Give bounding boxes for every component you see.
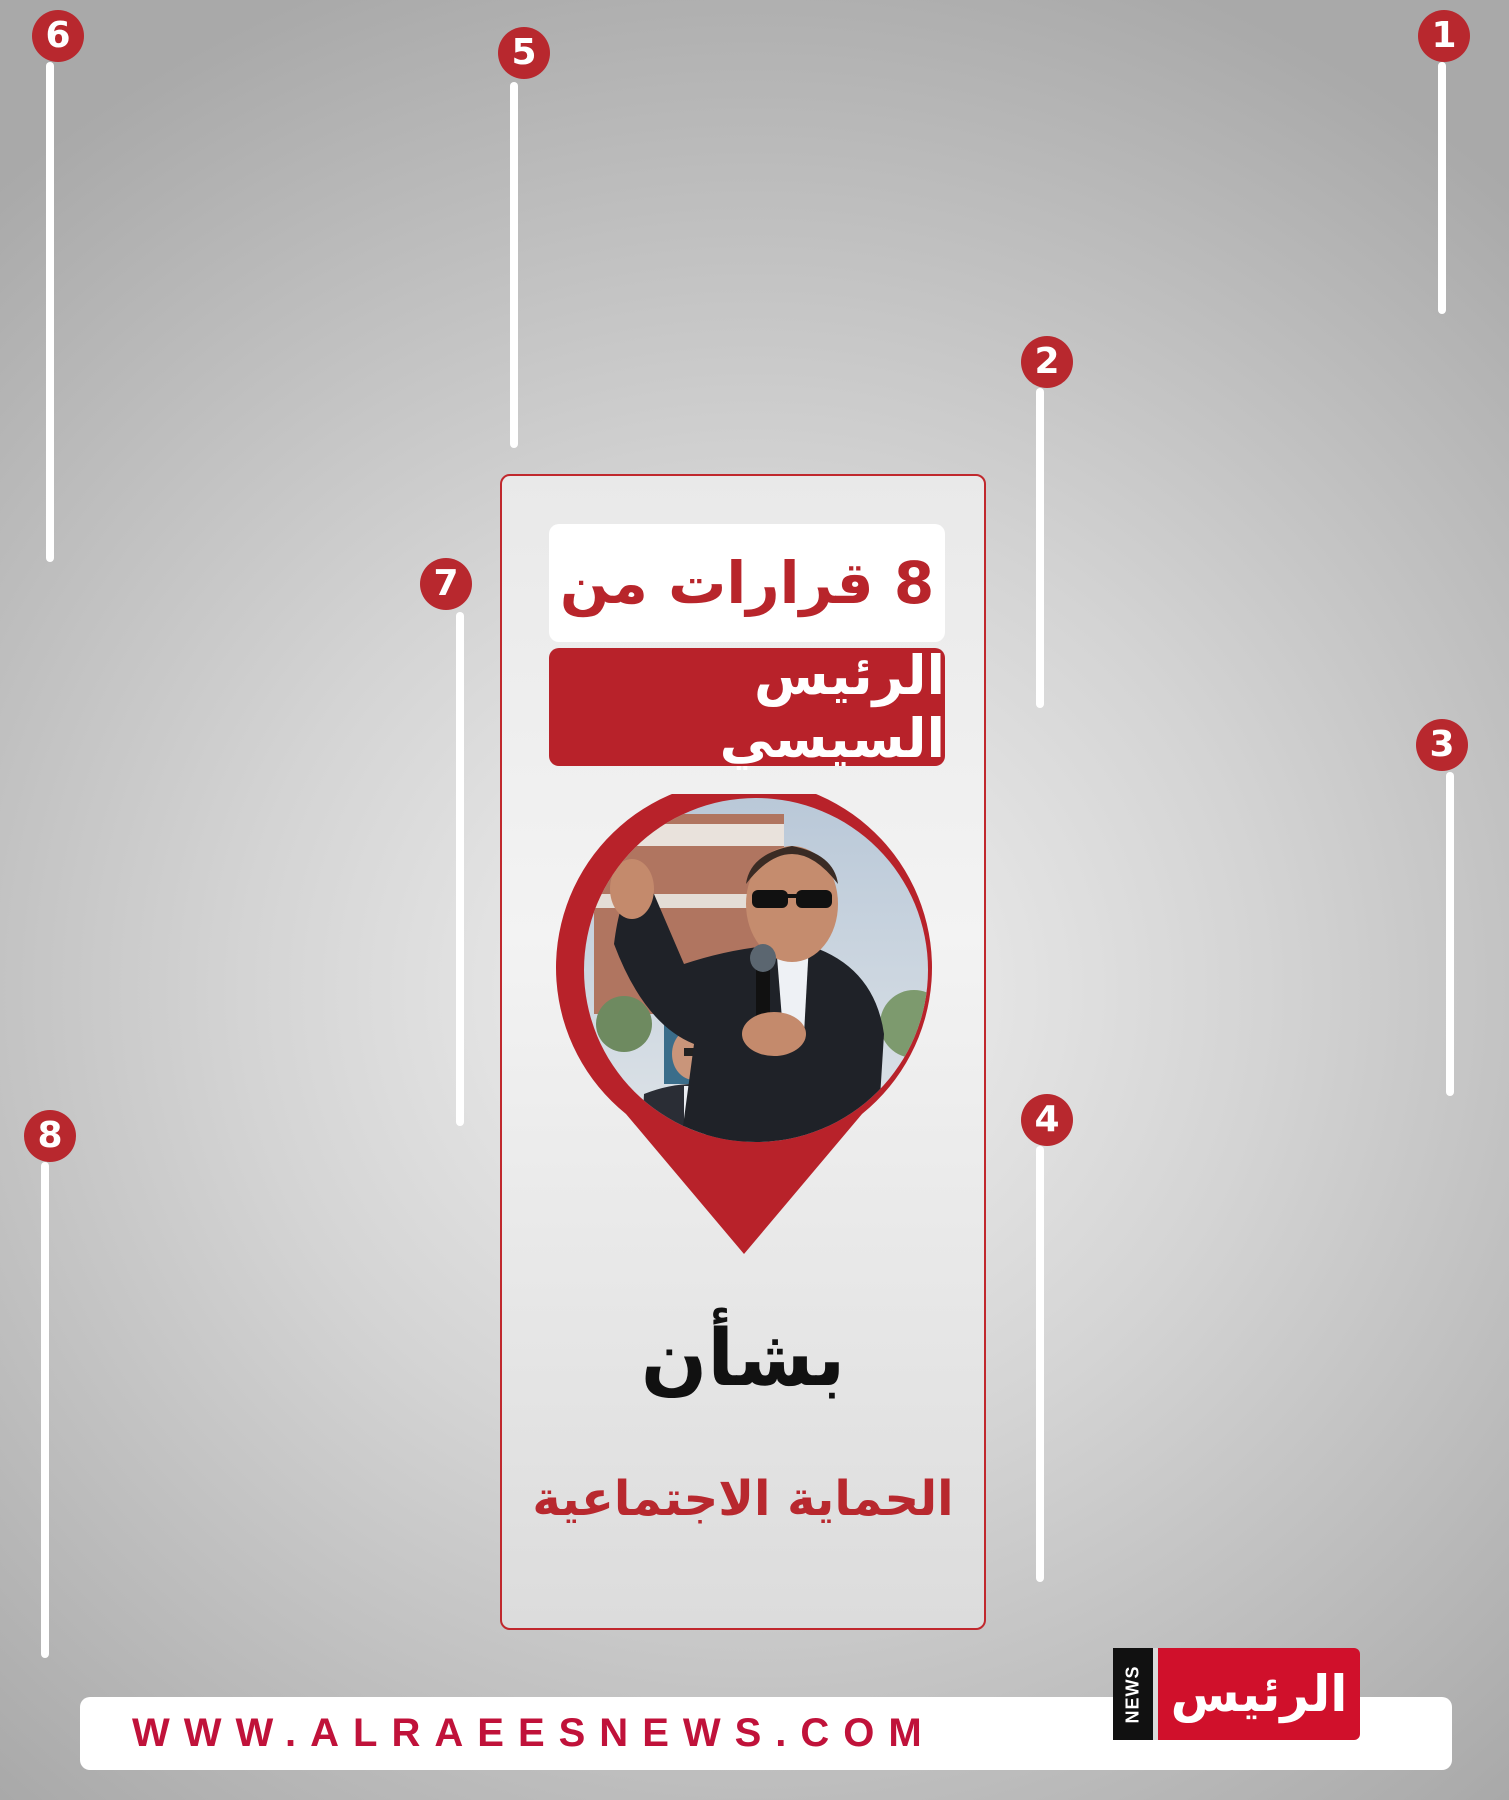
logo-news-tag: NEWS: [1113, 1648, 1153, 1740]
center-card: [500, 474, 986, 1630]
divider-line: [510, 82, 518, 448]
number-badge: 5: [498, 27, 550, 79]
number-badge: 1: [1418, 10, 1470, 62]
number-badge: 2: [1021, 336, 1073, 388]
number-badge: 6: [32, 10, 84, 62]
number-badge: 3: [1416, 719, 1468, 771]
map-pin-photo: [544, 794, 944, 1254]
about-label: بشأن: [640, 1314, 846, 1404]
topic-title: الحماية الاجتماعية: [532, 1471, 954, 1527]
title-count-banner: 8 قرارات من: [549, 524, 945, 642]
divider-line: [41, 1162, 49, 1658]
divider-line: [1446, 772, 1454, 1096]
title-president-banner: الرئيس السيسي: [549, 648, 945, 766]
brand-logo: [1113, 1648, 1360, 1740]
number-badge: 4: [1021, 1094, 1073, 1146]
number-badge: 7: [420, 558, 472, 610]
divider-line: [1438, 62, 1446, 314]
number-badge: 8: [24, 1110, 76, 1162]
divider-line: [46, 62, 54, 562]
divider-line: [1036, 388, 1044, 708]
website-url[interactable]: WWW.ALRAEESNEWS.COM: [132, 1711, 936, 1755]
logo-arabic-name: الرئيس: [1158, 1648, 1360, 1740]
divider-line: [456, 612, 464, 1126]
divider-line: [1036, 1146, 1044, 1582]
